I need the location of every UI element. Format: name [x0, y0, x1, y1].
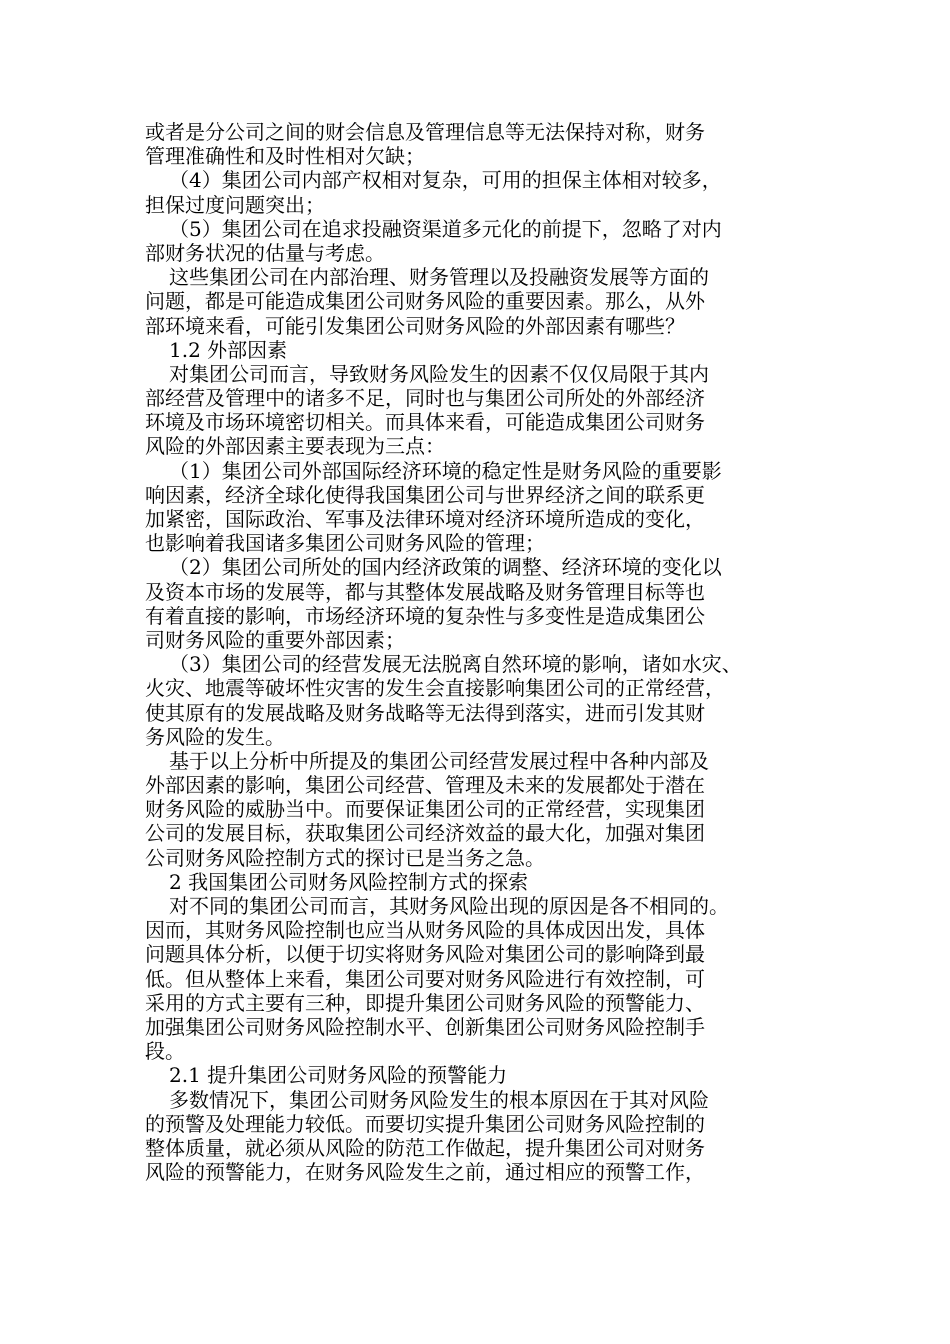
- text-line: 使其原有的发展战略及财务战略等无法得到落实，进而引发其财: [145, 700, 705, 725]
- text-line: 公司财务风险控制方式的探讨已是当务之急。: [145, 845, 545, 870]
- text-line: 对不同的集团公司而言，其财务风险出现的原因是各不相同的。: [169, 894, 729, 918]
- text-line: 因而，其财务风险控制也应当从财务风险的具体成因出发，具体: [145, 918, 705, 943]
- text-line: 1.2 外部因素: [169, 337, 288, 362]
- text-line: 部经营及管理中的诸多不足，同时也与集团公司所处的外部经济: [145, 386, 705, 411]
- text-line: （2）集团公司所处的国内经济政策的调整、经济环境的变化以: [169, 555, 722, 580]
- text-line: 加强集团公司财务风险控制水平、创新集团公司财务风险控制手: [145, 1014, 705, 1039]
- text-line: （5）集团公司在追求投融资渠道多元化的前提下，忽略了对内: [169, 216, 722, 241]
- text-line: 段。: [145, 1039, 185, 1064]
- text-line: （3）集团公司的经营发展无法脱离自然环境的影响，诸如水灾、: [169, 652, 742, 677]
- text-line: 响因素，经济全球化使得我国集团公司与世界经济之间的联系更: [145, 482, 705, 507]
- text-line: 2 我国集团公司财务风险控制方式的探索: [169, 869, 529, 894]
- text-line: 管理准确性和及时性相对欠缺；: [145, 144, 425, 169]
- text-line: 这些集团公司在内部治理、财务管理以及投融资发展等方面的: [169, 265, 709, 290]
- text-line: 外部因素的影响，集团公司经营、管理及未来的发展都处于潜在: [145, 773, 705, 798]
- text-line: 问题具体分析，以便于切实将财务风险对集团公司的影响降到最: [145, 942, 705, 967]
- text-line: 也影响着我国诸多集团公司财务风险的管理；: [145, 531, 545, 556]
- text-line: 的预警及处理能力较低。而要切实提升集团公司财务风险控制的: [145, 1111, 705, 1136]
- text-line: 问题，都是可能造成集团公司财务风险的重要因素。那么，从外: [145, 289, 705, 314]
- text-line: 财务风险的威胁当中。而要保证集团公司的正常经营，实现集团: [145, 797, 705, 822]
- text-line: 司财务风险的重要外部因素；: [145, 627, 405, 652]
- document-body: [145, 120, 805, 1184]
- text-line: 担保过度问题突出；: [145, 192, 325, 217]
- text-line: 采用的方式主要有三种，即提升集团公司财务风险的预警能力、: [145, 990, 705, 1015]
- text-line: 2.1 提升集团公司财务风险的预警能力: [169, 1063, 508, 1088]
- text-line: 部财务状况的估量与考虑。: [145, 240, 385, 265]
- text-line: （1）集团公司外部国际经济环境的稳定性是财务风险的重要影: [169, 458, 722, 483]
- text-line: 风险的预警能力，在财务风险发生之前，通过相应的预警工作，: [145, 1160, 705, 1185]
- text-line: 及资本市场的发展等，都与其整体发展战略及财务管理目标等也: [145, 579, 705, 604]
- text-line: 公司的发展目标，获取集团公司经济效益的最大化，加强对集团: [145, 821, 705, 846]
- text-line: 部环境来看，可能引发集团公司财务风险的外部因素有哪些？: [145, 313, 685, 338]
- text-line: 环境及市场环境密切相关。而具体来看，可能造成集团公司财务: [145, 410, 705, 435]
- text-line: 整体质量，就必须从风险的防范工作做起，提升集团公司对财务: [145, 1135, 705, 1160]
- text-line: 基于以上分析中所提及的集团公司经营发展过程中各种内部及: [169, 748, 709, 773]
- text-line: 低。但从整体上来看，集团公司要对财务风险进行有效控制，可: [145, 966, 705, 991]
- text-line: （4）集团公司内部产权相对复杂，可用的担保主体相对较多，: [169, 168, 722, 193]
- text-line: 有着直接的影响，市场经济环境的复杂性与多变性是造成集团公: [145, 603, 705, 628]
- text-line: 或者是分公司之间的财会信息及管理信息等无法保持对称，财务: [145, 120, 705, 144]
- text-line: 加紧密，国际政治、军事及法律环境对经济环境所造成的变化，: [145, 507, 705, 531]
- text-line: 多数情况下，集团公司财务风险发生的根本原因在于其对风险: [169, 1087, 709, 1112]
- text-line: 对集团公司而言，导致财务风险发生的因素不仅仅局限于其内: [169, 361, 709, 386]
- text-line: 务风险的发生。: [145, 724, 285, 749]
- text-line: 风险的外部因素主要表现为三点：: [145, 434, 445, 459]
- text-line: 火灾、地震等破坏性灾害的发生会直接影响集团公司的正常经营，: [145, 676, 725, 701]
